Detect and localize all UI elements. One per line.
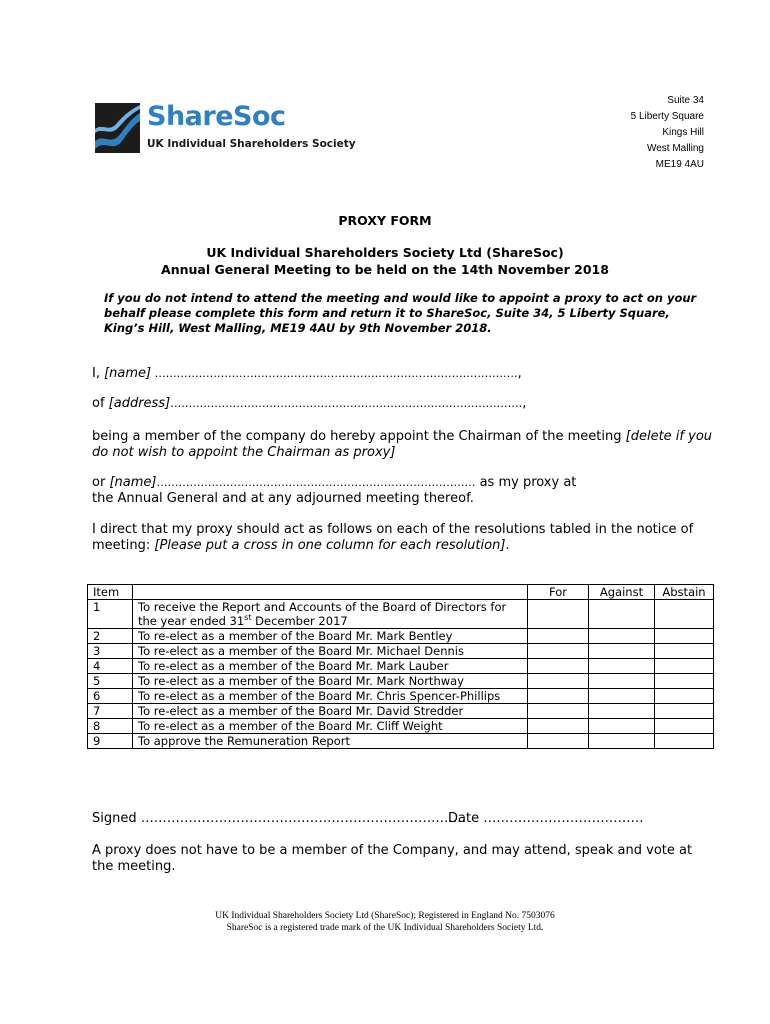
- item-number: 7: [88, 704, 133, 719]
- direct-end: .: [505, 538, 510, 553]
- address-line: 5 Liberty Square: [630, 111, 704, 122]
- name-prefix: I,: [92, 366, 105, 381]
- resolution-text: To re-elect as a member of the Board Mr. Michael Dennis: [133, 644, 528, 659]
- vote-abstain-cell[interactable]: [655, 734, 714, 749]
- table-row: [88, 644, 714, 659]
- logo-tagline: UK Individual Shareholders Society: [147, 138, 356, 150]
- vote-for-cell[interactable]: [528, 659, 589, 674]
- name-dots: ………………………………………………………………………………………: [151, 367, 518, 380]
- proxy-name-dots: ……………………………………………………………………………: [156, 476, 476, 489]
- item-number: 2: [88, 629, 133, 644]
- vote-abstain-cell[interactable]: [655, 644, 714, 659]
- table-header-row: [88, 585, 714, 600]
- vote-abstain-cell[interactable]: [655, 704, 714, 719]
- table-row: [88, 719, 714, 734]
- vote-against-cell[interactable]: [589, 719, 655, 734]
- name-suffix: ,: [517, 366, 522, 381]
- vote-against-cell[interactable]: [589, 644, 655, 659]
- header-item: Item: [88, 585, 133, 600]
- proxy-suffix: as my proxy at: [475, 475, 577, 490]
- vote-for-cell[interactable]: [528, 629, 589, 644]
- address-block: [631, 93, 704, 173]
- vote-for-cell[interactable]: [528, 734, 589, 749]
- instructions-paragraph: If you do not intend to attend the meeting and would like to appoint a proxy to act on your behalf please complete this form and return it to ShareSoc, Suite 34, 5 Liberty Square, King’s Hill, West Malling, ME19 4AU by 9th November 2018.: [104, 291, 697, 335]
- vote-abstain-cell[interactable]: [655, 600, 714, 629]
- vote-against-cell[interactable]: [589, 629, 655, 644]
- vote-for-cell[interactable]: [528, 704, 589, 719]
- organisation-heading: UK Individual Shareholders Society Ltd (ShareSoc): [206, 245, 564, 260]
- item-number: 3: [88, 644, 133, 659]
- header-resolution: [133, 585, 528, 600]
- proxy-note: A proxy does not have to be a member of the Company, and may attend, speak and vote at the meeting.: [92, 843, 693, 874]
- vote-for-cell[interactable]: [528, 644, 589, 659]
- proxy-name-placeholder: [name]: [109, 475, 157, 490]
- footer-line: ShareSoc is a registered trade mark of the UK Individual Shareholders Society Ltd.: [226, 923, 544, 933]
- agm-clause: the Annual General and at any adjourned meeting thereof.: [92, 491, 474, 506]
- address-suffix: ,: [522, 396, 527, 411]
- resolution-text: To re-elect as a member of the Board Mr. Cliff Weight: [133, 719, 528, 734]
- table-row: [88, 659, 714, 674]
- header-abstain: Abstain: [655, 585, 714, 600]
- date-field[interactable]: Date ……………………………….: [448, 811, 644, 826]
- vote-against-cell[interactable]: [589, 600, 655, 629]
- header-against: Against: [589, 585, 655, 600]
- address-field-line[interactable]: [92, 396, 526, 411]
- direct-proxy-paragraph: [92, 522, 712, 554]
- appoint-chairman-paragraph: [92, 429, 712, 461]
- signature-field[interactable]: Signed …………………………………………………………………: [92, 811, 466, 826]
- item-number: 9: [88, 734, 133, 749]
- direct-text: I direct that my proxy should act as follows on each of the resolutions tabled in the notice of meeting:: [92, 522, 694, 553]
- vote-abstain-cell[interactable]: [655, 659, 714, 674]
- table-row: [88, 600, 714, 629]
- vote-for-cell[interactable]: [528, 600, 589, 629]
- vote-abstain-cell[interactable]: [655, 674, 714, 689]
- name-field-line[interactable]: [92, 366, 522, 381]
- table-row: [88, 734, 714, 749]
- vote-against-cell[interactable]: [589, 689, 655, 704]
- address-line: Suite 34: [667, 95, 704, 106]
- table-row: [88, 629, 714, 644]
- resolution-text-part: To receive the Report and Accounts of the Board of Directors for the year ended 31: [138, 600, 507, 628]
- item-number: 1: [88, 600, 133, 629]
- ordinal-suffix: st: [244, 613, 252, 623]
- proxy-name-field-line[interactable]: [92, 475, 576, 490]
- name-placeholder: [name]: [104, 366, 152, 381]
- address-placeholder: [address]: [108, 396, 171, 411]
- vote-against-cell[interactable]: [589, 659, 655, 674]
- resolution-text: To approve the Remuneration Report: [133, 734, 528, 749]
- resolution-text: To re-elect as a member of the Board Mr. Mark Lauber: [133, 659, 528, 674]
- vote-abstain-cell[interactable]: [655, 629, 714, 644]
- resolution-text: [133, 600, 528, 629]
- item-number: 8: [88, 719, 133, 734]
- item-number: 5: [88, 674, 133, 689]
- footer-line: UK Individual Shareholders Society Ltd (ShareSoc); Registered in England No. 7503076: [215, 911, 555, 921]
- resolution-text: To re-elect as a member of the Board Mr. Chris Spencer-Phillips: [133, 689, 528, 704]
- resolution-text-part: December 2017: [251, 614, 348, 628]
- resolution-text: To re-elect as a member of the Board Mr. Mark Bentley: [133, 629, 528, 644]
- vote-abstain-cell[interactable]: [655, 719, 714, 734]
- address-line: Kings Hill: [662, 127, 704, 138]
- resolution-text: To re-elect as a member of the Board Mr. Mark Northway: [133, 674, 528, 689]
- table-row: [88, 674, 714, 689]
- resolutions-table: [87, 584, 714, 749]
- address-line: West Malling: [646, 143, 704, 154]
- address-line: ME19 4AU: [655, 159, 704, 170]
- vote-abstain-cell[interactable]: [655, 689, 714, 704]
- address-dots: ……………………………………………………………………………………: [170, 397, 523, 410]
- agm-heading: Annual General Meeting to be held on the 14th November 2018: [161, 262, 609, 277]
- vote-for-cell[interactable]: [528, 674, 589, 689]
- form-title: PROXY FORM: [338, 213, 432, 228]
- direct-note: [Please put a cross in one column for each resolution]: [154, 538, 506, 553]
- address-prefix: of: [92, 396, 109, 411]
- sharesoc-logo-mark-icon: [95, 103, 140, 153]
- vote-for-cell[interactable]: [528, 689, 589, 704]
- or-prefix: or: [92, 475, 110, 490]
- page-footer: [0, 910, 770, 934]
- vote-against-cell[interactable]: [589, 674, 655, 689]
- vote-for-cell[interactable]: [528, 719, 589, 734]
- resolution-text: To re-elect as a member of the Board Mr. David Stredder: [133, 704, 528, 719]
- sharesoc-logo: [95, 101, 356, 153]
- vote-against-cell[interactable]: [589, 704, 655, 719]
- appoint-note: [delete if you do not wish to appoint the Chairman as proxy]: [92, 429, 713, 460]
- table-row: [88, 689, 714, 704]
- appoint-text: being a member of the company do hereby appoint the Chairman of the meeting: [92, 429, 626, 444]
- logo-wordmark: ShareSoc: [147, 101, 286, 132]
- item-number: 4: [88, 659, 133, 674]
- item-number: 6: [88, 689, 133, 704]
- table-row: [88, 704, 714, 719]
- vote-against-cell[interactable]: [589, 734, 655, 749]
- header-for: For: [528, 585, 589, 600]
